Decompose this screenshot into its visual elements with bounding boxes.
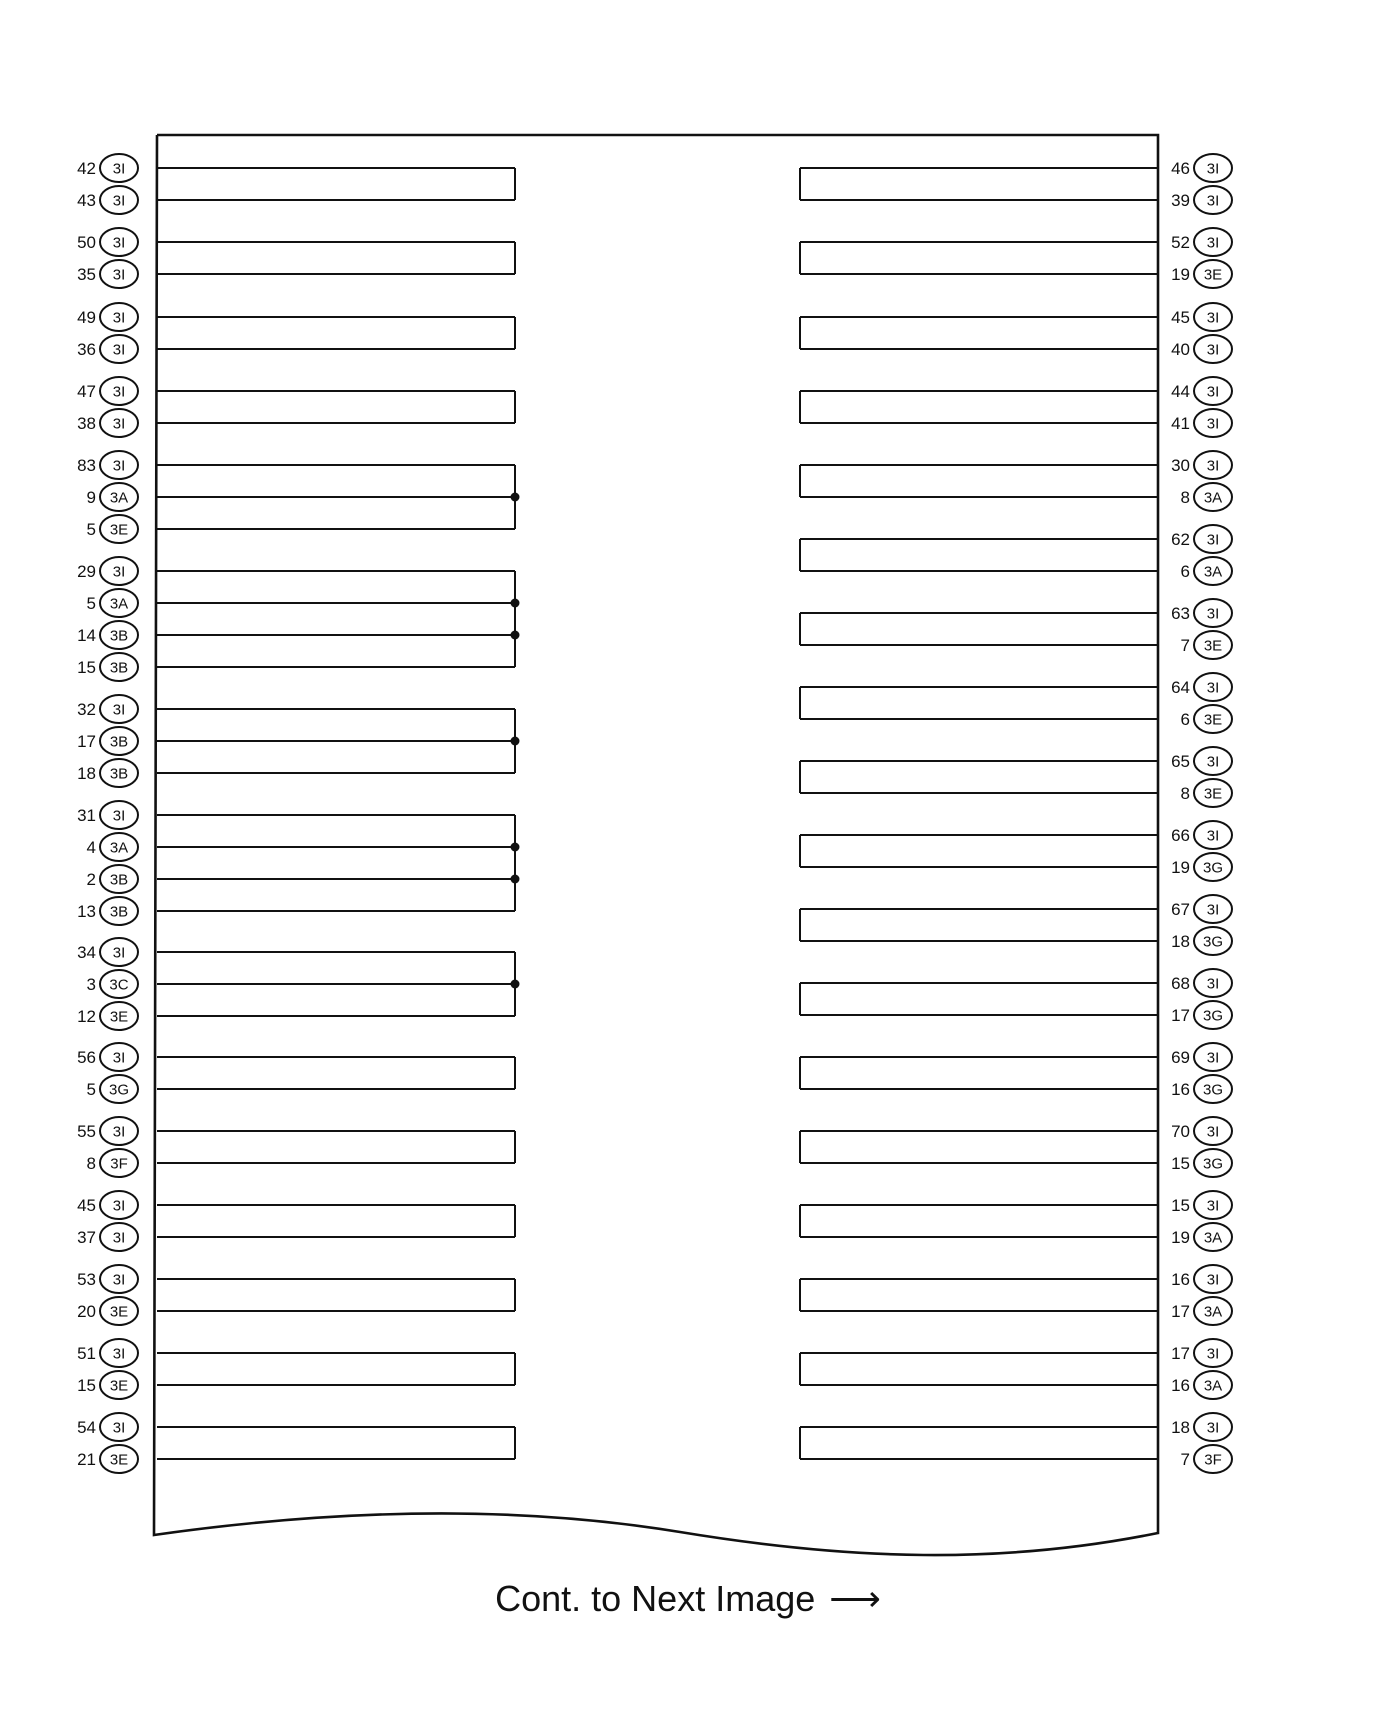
connector-tag [100, 483, 138, 511]
connector-tag-label: 3B [109, 871, 129, 889]
pin-number: 15 [1171, 1196, 1190, 1215]
pin-number: 65 [1171, 752, 1190, 771]
connector-tag-label: 3A [1203, 1303, 1223, 1321]
pin-number: 52 [1171, 233, 1190, 252]
left-wire-group [77, 1117, 515, 1177]
connector-tag-label: 3I [112, 807, 126, 825]
pin-number: 17 [1171, 1302, 1190, 1321]
connector-tag-label: 3C [109, 976, 129, 994]
connector-tag-label: 3B [109, 733, 129, 751]
connector-tag [100, 557, 138, 585]
pin-number: 5 [86, 1080, 96, 1099]
splice-dot [511, 631, 520, 640]
pin-number: 44 [1171, 382, 1190, 401]
pin-number: 31 [77, 806, 96, 825]
connector-tag-label: 3I [112, 1197, 126, 1215]
right-wire-group [800, 1043, 1232, 1103]
connector-tag-label: 3I [1206, 1345, 1220, 1363]
pin-number: 18 [77, 764, 96, 783]
pin-number: 3 [86, 975, 96, 994]
connector-tag-label: 3I [1206, 309, 1220, 327]
connector-tag-label: 3I [112, 192, 126, 210]
connector-tag [1194, 303, 1232, 331]
pin-number: 4 [86, 838, 96, 857]
connector-tag-label: 3I [112, 160, 126, 178]
pin-number: 17 [77, 732, 96, 751]
connector-tag-label: 3I [112, 701, 126, 719]
connector-tag [100, 335, 138, 363]
connector-tag [1194, 1413, 1232, 1441]
pin-number: 36 [77, 340, 96, 359]
connector-tag-label: 3I [1206, 457, 1220, 475]
connector-tag-label: 3B [109, 659, 129, 677]
connector-tag-label: 3I [1206, 605, 1220, 623]
connector-tag-label: 3E [109, 1377, 129, 1395]
connector-tag-label: 3A [1203, 1229, 1223, 1247]
connector-tag [100, 186, 138, 214]
connector-tag [100, 865, 138, 893]
right-wire-group [800, 228, 1232, 288]
connector-tag-label: 3I [1206, 192, 1220, 210]
right-wire-group [800, 377, 1232, 437]
connector-tag [100, 1117, 138, 1145]
connector-tag-label: 3G [1202, 933, 1224, 951]
left-wire-group [77, 228, 515, 288]
connector-tag-label: 3I [112, 1271, 126, 1289]
connector-tag [100, 653, 138, 681]
right-wire-group [800, 673, 1232, 733]
splice-dot [511, 875, 520, 884]
continuation-note [0, 1578, 1376, 1620]
connector-tag [100, 621, 138, 649]
connector-tag-label: 3I [112, 1419, 126, 1437]
pin-number: 83 [77, 456, 96, 475]
connector-tag [1194, 557, 1232, 585]
pin-number: 19 [1171, 265, 1190, 284]
pin-number: 45 [1171, 308, 1190, 327]
pin-number: 55 [77, 1122, 96, 1141]
connector-tag-label: 3I [112, 563, 126, 581]
left-wire-group [77, 557, 519, 681]
right-wire-group [800, 525, 1232, 585]
connector-tag [100, 1371, 138, 1399]
pin-number: 38 [77, 414, 96, 433]
connector-tag [100, 451, 138, 479]
connector-tag [100, 695, 138, 723]
connector-tag-label: 3I [112, 1123, 126, 1141]
connector-tag-label: 3A [1203, 563, 1223, 581]
connector-tag [1194, 1265, 1232, 1293]
connector-tag-label: 3G [1202, 859, 1224, 877]
pin-number: 16 [1171, 1080, 1190, 1099]
left-wire-group [77, 1265, 515, 1325]
pin-number: 42 [77, 159, 96, 178]
connector-tag [100, 970, 138, 998]
left-wire-group [77, 1191, 515, 1251]
pin-number: 6 [1180, 562, 1190, 581]
connector-tag-label: 3I [1206, 1049, 1220, 1067]
connector-tag [1194, 1117, 1232, 1145]
left-wire-group [77, 303, 515, 363]
pin-number: 7 [1180, 636, 1190, 655]
connector-tag-label: 3I [1206, 341, 1220, 359]
pin-number: 8 [1180, 488, 1190, 507]
pin-number: 15 [1171, 1154, 1190, 1173]
connector-tag-label: 3I [112, 1345, 126, 1363]
connector-tag [1194, 451, 1232, 479]
pin-number: 17 [1171, 1006, 1190, 1025]
connector-tag-label: 3I [1206, 234, 1220, 252]
connector-tag-label: 3E [1203, 785, 1223, 803]
connector-tag [1194, 779, 1232, 807]
connector-tag-label: 3B [109, 765, 129, 783]
right-wire-group [800, 1265, 1232, 1325]
left-wire-group [77, 154, 515, 214]
connector-tag-label: 3A [109, 489, 129, 507]
connector-tag-label: 3E [1203, 266, 1223, 284]
pin-number: 29 [77, 562, 96, 581]
connector-tag [100, 1413, 138, 1441]
left-wire-group [77, 451, 519, 543]
pin-number: 2 [86, 870, 96, 889]
connector-tag [1194, 1149, 1232, 1177]
connector-tag-label: 3I [112, 1049, 126, 1067]
pin-number: 37 [77, 1228, 96, 1247]
pin-number: 45 [77, 1196, 96, 1215]
pin-number: 69 [1171, 1048, 1190, 1067]
connector-tag [1194, 260, 1232, 288]
connector-tag-label: 3I [112, 309, 126, 327]
pin-number: 15 [77, 658, 96, 677]
left-wire-group [77, 1339, 515, 1399]
pin-number: 35 [77, 265, 96, 284]
pin-number: 7 [1180, 1450, 1190, 1469]
pin-number: 12 [77, 1007, 96, 1026]
connector-tag-label: 3F [1204, 1451, 1222, 1469]
pin-number: 17 [1171, 1344, 1190, 1363]
connector-tag [100, 303, 138, 331]
connector-tag [100, 1043, 138, 1071]
connector-tag-label: 3G [1202, 1007, 1224, 1025]
connector-tag-label: 3I [1206, 901, 1220, 919]
right-wire-group [800, 1413, 1232, 1473]
continuation-text: Cont. to Next Image [495, 1578, 816, 1619]
connector-tag [1194, 895, 1232, 923]
pin-number: 54 [77, 1418, 96, 1437]
connector-tag-label: 3I [112, 457, 126, 475]
connector-tag [100, 154, 138, 182]
connector-tag [100, 589, 138, 617]
splice-dot [511, 493, 520, 502]
connector-tag-label: 3G [1202, 1155, 1224, 1173]
connector-tag-label: 3G [1202, 1081, 1224, 1099]
pin-number: 46 [1171, 159, 1190, 178]
right-wire-group [800, 969, 1232, 1029]
connector-tag [100, 897, 138, 925]
right-wire-group [800, 1191, 1232, 1251]
right-wire-group [800, 451, 1232, 511]
pin-number: 16 [1171, 1376, 1190, 1395]
connector-tag [100, 833, 138, 861]
connector-tag-label: 3A [109, 595, 129, 613]
connector-tag [100, 1191, 138, 1219]
connector-tag-label: 3I [1206, 827, 1220, 845]
connector-tag [100, 759, 138, 787]
pin-number: 32 [77, 700, 96, 719]
pin-number: 50 [77, 233, 96, 252]
connector-tag-label: 3B [109, 627, 129, 645]
connector-tag-label: 3G [108, 1081, 130, 1099]
connector-tag [100, 1297, 138, 1325]
pin-number: 19 [1171, 858, 1190, 877]
connector-tag [1194, 154, 1232, 182]
connector-tag [1194, 1191, 1232, 1219]
connector-tag-label: 3A [1203, 489, 1223, 507]
pin-number: 15 [77, 1376, 96, 1395]
connector-tag-label: 3I [1206, 1197, 1220, 1215]
pin-number: 8 [86, 1154, 96, 1173]
connector-tag [1194, 1339, 1232, 1367]
pin-number: 8 [1180, 784, 1190, 803]
connector-tag-label: 3I [1206, 1123, 1220, 1141]
pin-number: 39 [1171, 191, 1190, 210]
connector-tag-label: 3E [109, 521, 129, 539]
connector-tag-label: 3I [112, 266, 126, 284]
pin-number: 18 [1171, 932, 1190, 951]
connector-tag-label: 3F [110, 1155, 128, 1173]
pin-number: 6 [1180, 710, 1190, 729]
connector-tag [1194, 969, 1232, 997]
pin-number: 70 [1171, 1122, 1190, 1141]
connector-tag-label: 3I [112, 341, 126, 359]
pin-number: 63 [1171, 604, 1190, 623]
connector-tag-label: 3I [112, 944, 126, 962]
pin-number: 47 [77, 382, 96, 401]
connector-tag-label: 3I [1206, 679, 1220, 697]
pin-number: 5 [86, 594, 96, 613]
left-wire-group [77, 1413, 515, 1473]
connector-tag [1194, 1445, 1232, 1473]
right-wire-group [800, 1339, 1232, 1399]
connector-tag [1194, 186, 1232, 214]
right-arrow-icon: ⟶ [829, 1578, 881, 1619]
pin-number: 51 [77, 1344, 96, 1363]
pin-number: 16 [1171, 1270, 1190, 1289]
connector-tag [1194, 1043, 1232, 1071]
right-wire-group [800, 821, 1232, 881]
connector-tag [100, 1075, 138, 1103]
right-wire-group [800, 1117, 1232, 1177]
pin-number: 13 [77, 902, 96, 921]
pin-number: 62 [1171, 530, 1190, 549]
pin-number: 43 [77, 191, 96, 210]
connector-tag [1194, 599, 1232, 627]
pin-number: 21 [77, 1450, 96, 1469]
right-wire-group [800, 303, 1232, 363]
connector-tag-label: 3I [1206, 1271, 1220, 1289]
connector-tag [1194, 1001, 1232, 1029]
connector-tag-label: 3E [1203, 637, 1223, 655]
splice-dot [511, 843, 520, 852]
connector-tag [1194, 335, 1232, 363]
left-wire-group [77, 1043, 515, 1103]
pin-number: 34 [77, 943, 96, 962]
pin-number: 20 [77, 1302, 96, 1321]
connector-tag [1194, 821, 1232, 849]
connector-tag [100, 260, 138, 288]
connector-tag-label: 3I [1206, 1419, 1220, 1437]
connector-tag [1194, 1371, 1232, 1399]
connector-tag-label: 3I [112, 234, 126, 252]
connector-tag-label: 3A [1203, 1377, 1223, 1395]
connector-tag [1194, 1297, 1232, 1325]
connector-tag-label: 3I [1206, 531, 1220, 549]
pin-number: 14 [77, 626, 96, 645]
left-connector-column [77, 154, 519, 1473]
right-wire-group [800, 747, 1232, 807]
connector-tag-label: 3I [1206, 753, 1220, 771]
connector-tag-label: 3B [109, 903, 129, 921]
connector-tag [1194, 525, 1232, 553]
pin-number: 30 [1171, 456, 1190, 475]
connector-tag [100, 377, 138, 405]
pin-number: 66 [1171, 826, 1190, 845]
connector-tag [100, 228, 138, 256]
left-wire-group [77, 377, 515, 437]
connector-tag-label: 3I [112, 415, 126, 433]
left-wire-group [77, 695, 519, 787]
connector-tag [1194, 673, 1232, 701]
pin-number: 9 [86, 488, 96, 507]
connector-tag [100, 938, 138, 966]
pin-number: 49 [77, 308, 96, 327]
pin-number: 53 [77, 1270, 96, 1289]
pin-number: 68 [1171, 974, 1190, 993]
connector-tag-label: 3E [1203, 711, 1223, 729]
connector-tag [100, 727, 138, 755]
splice-dot [511, 980, 520, 989]
connector-tag-label: 3A [109, 839, 129, 857]
connector-tag [100, 515, 138, 543]
connector-tag [1194, 631, 1232, 659]
connector-tag [1194, 747, 1232, 775]
connector-tag [100, 801, 138, 829]
connector-tag [1194, 377, 1232, 405]
pin-number: 19 [1171, 1228, 1190, 1247]
connector-tag [100, 1265, 138, 1293]
left-wire-group [77, 801, 519, 925]
connector-tag [100, 1149, 138, 1177]
connector-tag [100, 409, 138, 437]
connector-tag-label: 3I [1206, 383, 1220, 401]
connector-tag-label: 3I [112, 383, 126, 401]
pin-number: 5 [86, 520, 96, 539]
pin-number: 41 [1171, 414, 1190, 433]
connector-tag-label: 3I [1206, 160, 1220, 178]
connector-tag [100, 1223, 138, 1251]
pin-number: 67 [1171, 900, 1190, 919]
connector-tag-label: 3I [112, 1229, 126, 1247]
right-wire-group [800, 154, 1232, 214]
pin-number: 18 [1171, 1418, 1190, 1437]
pin-number: 64 [1171, 678, 1190, 697]
right-wire-group [800, 599, 1232, 659]
connector-tag-label: 3I [1206, 975, 1220, 993]
connector-tag [1194, 1075, 1232, 1103]
connector-tag [1194, 228, 1232, 256]
connector-tag [1194, 483, 1232, 511]
pin-number: 56 [77, 1048, 96, 1067]
connector-tag-label: 3E [109, 1303, 129, 1321]
connector-tag [1194, 705, 1232, 733]
connector-tag [1194, 409, 1232, 437]
left-wire-group [77, 938, 519, 1030]
connector-tag [1194, 927, 1232, 955]
connector-tag-label: 3E [109, 1451, 129, 1469]
connector-tag [100, 1002, 138, 1030]
connector-tag [100, 1339, 138, 1367]
connector-tag [1194, 853, 1232, 881]
right-connector-column [800, 154, 1232, 1473]
connector-tag-label: 3E [109, 1008, 129, 1026]
right-wire-group [800, 895, 1232, 955]
connector-tag [1194, 1223, 1232, 1251]
connector-tag [100, 1445, 138, 1473]
pin-number: 40 [1171, 340, 1190, 359]
splice-dot [511, 599, 520, 608]
splice-dot [511, 737, 520, 746]
connector-tag-label: 3I [1206, 415, 1220, 433]
